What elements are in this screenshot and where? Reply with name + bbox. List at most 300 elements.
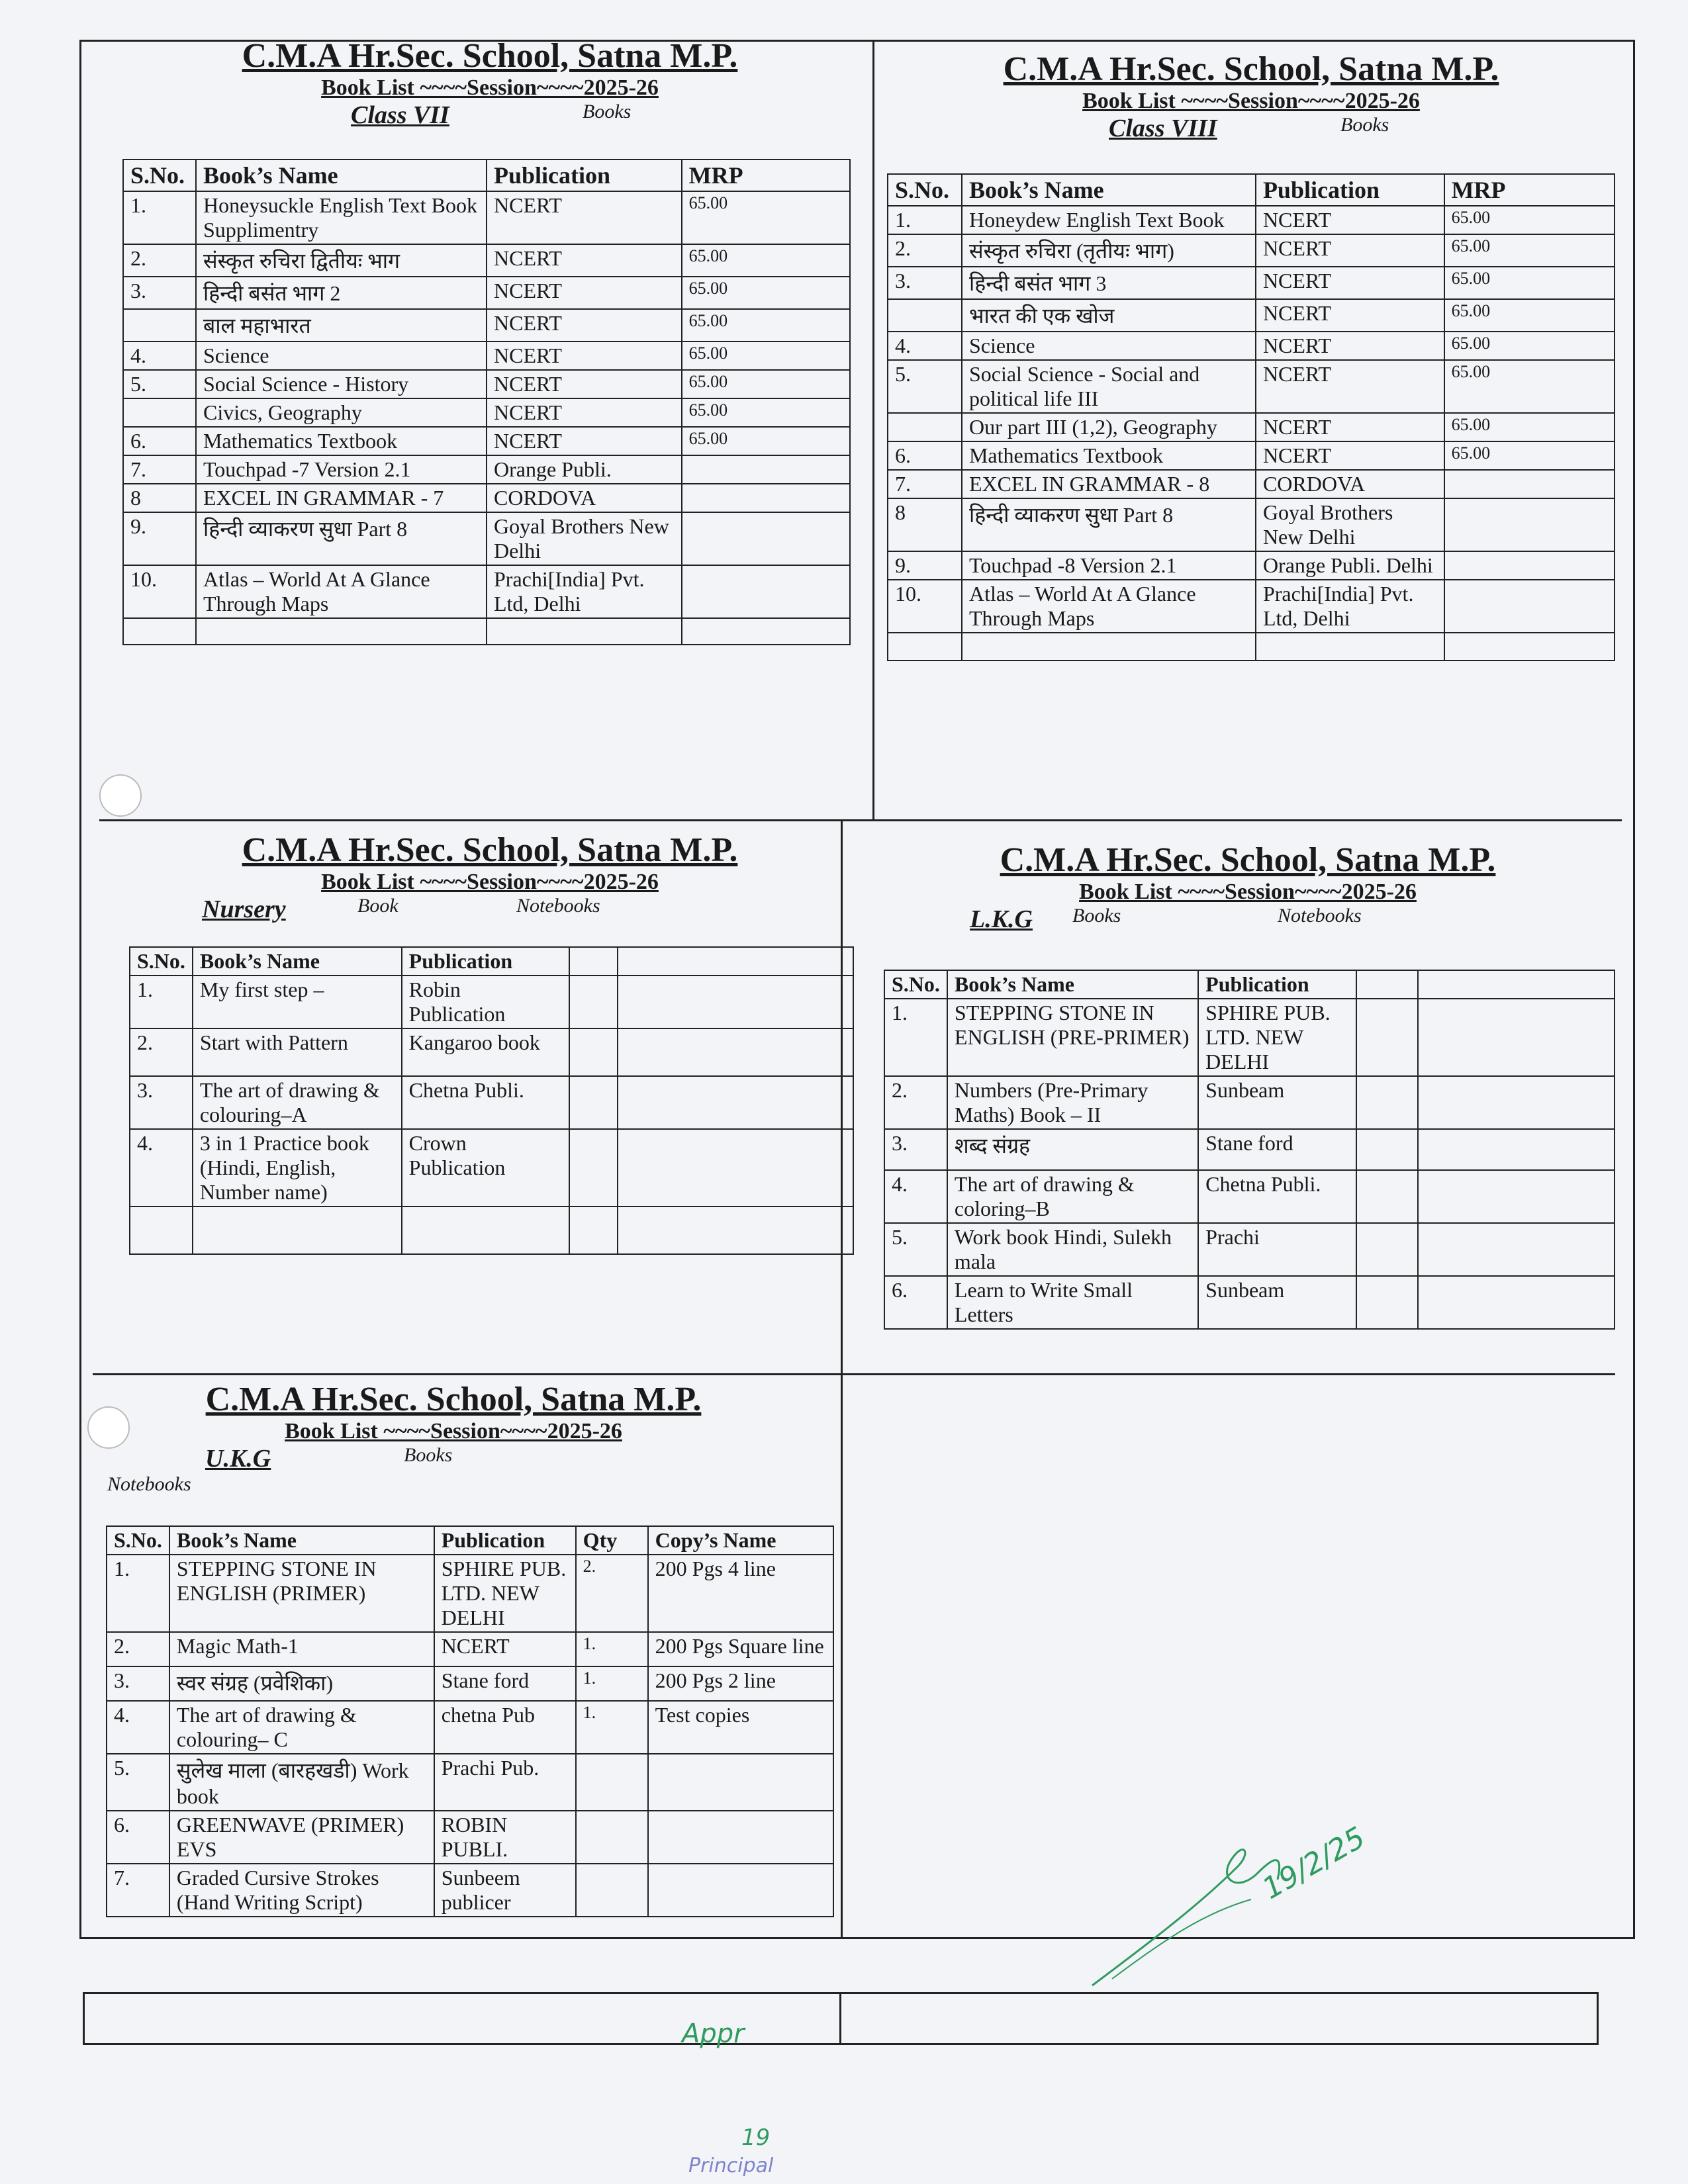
footer-divider: [839, 1994, 841, 2043]
class-vii-book-table: [122, 159, 851, 645]
column-header: [618, 947, 853, 976]
table-cell: 9.: [888, 551, 962, 580]
table-row: [123, 512, 850, 565]
table-cell: [1418, 1170, 1615, 1223]
table-cell: [576, 1864, 648, 1917]
column-header: Publication: [434, 1526, 576, 1555]
table-cell: [1418, 1076, 1615, 1129]
table-row: [107, 1754, 833, 1811]
table-cell: [888, 299, 962, 332]
column-header: Book’s Name: [962, 174, 1256, 206]
table-cell: [1418, 1276, 1615, 1329]
table-row: [123, 618, 850, 645]
table-cell: My first step –: [193, 976, 402, 1028]
table-cell: Mathematics Textbook: [196, 427, 487, 455]
table-cell: 2.: [884, 1076, 947, 1129]
column-header: MRP: [682, 159, 850, 191]
table-cell: NCERT: [487, 427, 682, 455]
column-header: Publication: [1198, 970, 1356, 999]
table-cell: Graded Cursive Strokes (Hand Writing Script): [169, 1864, 434, 1917]
table-cell: GREENWAVE (PRIMER) EVS: [169, 1811, 434, 1864]
table-row: [888, 299, 1615, 332]
table-cell: 65.00: [1444, 267, 1615, 299]
table-cell: Prachi Pub.: [434, 1754, 576, 1811]
table-cell: [569, 1028, 618, 1076]
table-cell: [888, 633, 962, 660]
table-row: [123, 277, 850, 309]
books-label: Books: [1072, 905, 1121, 927]
table-cell: 1.: [576, 1666, 648, 1701]
book-list-heading: Book List ~~~~Session~~~~2025-26: [1082, 89, 1420, 113]
lkg-section: [880, 841, 1615, 934]
table-row: [123, 309, 850, 341]
table-cell: Work book Hindi, Sulekh mala: [947, 1223, 1198, 1276]
table-cell: NCERT: [487, 277, 682, 309]
table-cell: 8: [888, 498, 962, 551]
table-cell: [1444, 551, 1615, 580]
table-cell: 4.: [884, 1170, 947, 1223]
table-cell: NCERT: [1256, 332, 1444, 360]
school-name: C.M.A Hr.Sec. School, Satna M.P.: [1000, 841, 1496, 879]
ukg-book-table: [106, 1525, 834, 1917]
table-cell: [1444, 470, 1615, 498]
table-cell: NCERT: [1256, 206, 1444, 234]
column-header: Book’s Name: [193, 947, 402, 976]
table-row: [123, 370, 850, 398]
table-cell: हिन्दी बसंत भाग 2: [196, 277, 487, 309]
table-row: [884, 999, 1615, 1076]
table-row: [888, 234, 1615, 267]
table-header-row: [884, 970, 1615, 999]
table-cell: 65.00: [682, 191, 850, 244]
table-row: [107, 1666, 833, 1701]
table-cell: 1.: [888, 206, 962, 234]
table-cell: 10.: [123, 565, 196, 618]
column-header: [1418, 970, 1615, 999]
table-cell: NCERT: [487, 244, 682, 277]
table-cell: NCERT: [1256, 413, 1444, 441]
class-line: [126, 895, 854, 924]
table-row: [107, 1632, 833, 1666]
table-cell: 65.00: [682, 309, 850, 341]
principal-stamp: Principal: [688, 2154, 774, 2177]
table-cell: संस्कृत रुचिरा द्वितीयः भाग: [196, 244, 487, 277]
table-row: [130, 976, 853, 1028]
table-cell: STEPPING STONE IN ENGLISH (PRIMER): [169, 1555, 434, 1632]
table-cell: The art of drawing & colouring– C: [169, 1701, 434, 1754]
table-cell: 65.00: [1444, 206, 1615, 234]
table-cell: 2.: [130, 1028, 193, 1076]
table-cell: chetna Pub: [434, 1701, 576, 1754]
column-header: Publication: [487, 159, 682, 191]
table-cell: 3.: [888, 267, 962, 299]
table-cell: [569, 1129, 618, 1206]
table-cell: [402, 1206, 569, 1254]
table-cell: Sunbeam: [1198, 1076, 1356, 1129]
table-cell: 65.00: [1444, 299, 1615, 332]
table-cell: 3.: [107, 1666, 169, 1701]
table-cell: 1.: [123, 191, 196, 244]
table-cell: Stane ford: [434, 1666, 576, 1701]
column-header: S.No.: [107, 1526, 169, 1555]
notebooks-label: Notebooks: [1278, 905, 1362, 927]
table-cell: Science: [962, 332, 1256, 360]
table-cell: Prachi: [1198, 1223, 1356, 1276]
table-cell: [487, 618, 682, 645]
table-cell: [1356, 999, 1418, 1076]
table-cell: 65.00: [1444, 234, 1615, 267]
table-cell: [1418, 999, 1615, 1076]
table-cell: Magic Math-1: [169, 1632, 434, 1666]
class-label: Nursery: [202, 895, 286, 923]
class-line: [884, 114, 1618, 143]
class-line: [119, 101, 861, 130]
table-cell: [1256, 633, 1444, 660]
school-name: C.M.A Hr.Sec. School, Satna M.P.: [1003, 50, 1499, 88]
table-cell: 65.00: [1444, 332, 1615, 360]
book-list-heading: Book List ~~~~Session~~~~2025-26: [321, 75, 659, 100]
table-row: [123, 191, 850, 244]
notebooks-label: Notebooks: [516, 895, 600, 917]
class-line: [106, 1444, 834, 1473]
table-cell: हिन्दी व्याकरण सुधा Part 8: [962, 498, 1256, 551]
table-row: [888, 413, 1615, 441]
column-header: S.No.: [130, 947, 193, 976]
class-label: Class VII: [351, 101, 449, 129]
table-row: [888, 633, 1615, 660]
table-cell: 4.: [107, 1701, 169, 1754]
notebooks-line: [106, 1473, 834, 1502]
table-cell: स्वर संग्रह (प्रवेशिका): [169, 1666, 434, 1701]
nursery-book-table: [129, 946, 854, 1255]
table-cell: [618, 1028, 853, 1076]
table-cell: [1356, 1276, 1418, 1329]
table-cell: Prachi[India] Pvt. Ltd, Delhi: [487, 565, 682, 618]
table-cell: NCERT: [487, 370, 682, 398]
table-cell: NCERT: [1256, 299, 1444, 332]
column-header: Book’s Name: [169, 1526, 434, 1555]
table-cell: भारत की एक खोज: [962, 299, 1256, 332]
table-cell: हिन्दी बसंत भाग 3: [962, 267, 1256, 299]
signature-date: 19/2/25: [1256, 1821, 1372, 1906]
books-label: Books: [583, 101, 632, 122]
punch-hole-top: [99, 774, 142, 817]
table-cell: 5.: [888, 360, 962, 413]
table-row: [888, 206, 1615, 234]
table-cell: [193, 1206, 402, 1254]
table-cell: [1356, 1076, 1418, 1129]
table-row: [884, 1276, 1615, 1329]
table-cell: 200 Pgs 2 line: [648, 1666, 833, 1701]
column-header: Publication: [1256, 174, 1444, 206]
table-cell: 65.00: [1444, 360, 1615, 413]
table-cell: [682, 512, 850, 565]
table-row: [888, 332, 1615, 360]
row-divider-1: [99, 819, 1622, 821]
table-cell: [123, 618, 196, 645]
table-cell: NCERT: [1256, 234, 1444, 267]
table-cell: [1444, 580, 1615, 633]
table-cell: Chetna Publi.: [1198, 1170, 1356, 1223]
table-row: [107, 1811, 833, 1864]
table-row: [123, 244, 850, 277]
column-header: MRP: [1444, 174, 1615, 206]
table-cell: SPHIRE PUB. LTD. NEW DELHI: [1198, 999, 1356, 1076]
table-cell: [648, 1864, 833, 1917]
table-cell: 6.: [123, 427, 196, 455]
nursery-section: [126, 831, 854, 924]
table-cell: NCERT: [487, 341, 682, 370]
table-row: [888, 360, 1615, 413]
table-cell: NCERT: [487, 398, 682, 427]
table-cell: 5.: [107, 1754, 169, 1811]
column-header: S.No.: [884, 970, 947, 999]
table-row: [123, 484, 850, 512]
table-cell: 6.: [888, 441, 962, 470]
column-header: Publication: [402, 947, 569, 976]
table-cell: [682, 618, 850, 645]
table-cell: Orange Publi. Delhi: [1256, 551, 1444, 580]
table-row: [884, 1129, 1615, 1170]
table-cell: 10.: [888, 580, 962, 633]
table-cell: 6.: [107, 1811, 169, 1864]
book-list-heading: Book List ~~~~Session~~~~2025-26: [321, 870, 659, 894]
notebooks-label: Notebooks: [107, 1473, 191, 1495]
table-cell: बाल महाभारत: [196, 309, 487, 341]
table-cell: CORDOVA: [487, 484, 682, 512]
school-name: C.M.A Hr.Sec. School, Satna M.P.: [242, 37, 738, 75]
table-cell: [648, 1811, 833, 1864]
books-label: Books: [1340, 114, 1389, 136]
table-cell: 2.: [576, 1555, 648, 1632]
table-cell: [618, 1129, 853, 1206]
table-row: [884, 1170, 1615, 1223]
table-cell: 4.: [123, 341, 196, 370]
table-cell: [1356, 1223, 1418, 1276]
table-cell: Science: [196, 341, 487, 370]
table-row: [888, 498, 1615, 551]
table-cell: 3.: [123, 277, 196, 309]
table-cell: 5.: [123, 370, 196, 398]
principal-signature: [1086, 1787, 1430, 1999]
table-cell: हिन्दी व्याकरण सुधा Part 8: [196, 512, 487, 565]
table-cell: [196, 618, 487, 645]
table-header-row: [888, 174, 1615, 206]
table-cell: [618, 1206, 853, 1254]
table-cell: 1.: [576, 1701, 648, 1754]
table-cell: 2.: [107, 1632, 169, 1666]
table-cell: [682, 565, 850, 618]
class-label: L.K.G: [970, 905, 1033, 933]
table-cell: Touchpad -7 Version 2.1: [196, 455, 487, 484]
books-label: Book: [357, 895, 399, 917]
table-cell: [130, 1206, 193, 1254]
column-divider-top: [872, 40, 874, 821]
table-cell: Social Science - Social and political life III: [962, 360, 1256, 413]
table-cell: Civics, Geography: [196, 398, 487, 427]
column-header: Qty: [576, 1526, 648, 1555]
table-cell: [569, 1076, 618, 1129]
table-header-row: [107, 1526, 833, 1555]
table-cell: NCERT: [434, 1632, 576, 1666]
table-row: [107, 1864, 833, 1917]
table-cell: Prachi[India] Pvt. Ltd, Delhi: [1256, 580, 1444, 633]
table-cell: Crown Publication: [402, 1129, 569, 1206]
column-header: S.No.: [123, 159, 196, 191]
table-cell: NCERT: [1256, 441, 1444, 470]
class-viii-book-table: [887, 173, 1615, 661]
table-header-row: [123, 159, 850, 191]
table-cell: Numbers (Pre-Primary Maths) Book – II: [947, 1076, 1198, 1129]
table-cell: 1.: [884, 999, 947, 1076]
book-list-heading: Book List ~~~~Session~~~~2025-26: [1079, 880, 1417, 904]
table-cell: [569, 976, 618, 1028]
table-cell: 3.: [130, 1076, 193, 1129]
table-cell: The art of drawing & colouring–A: [193, 1076, 402, 1129]
table-row: [888, 551, 1615, 580]
class-vii-section: [119, 36, 861, 130]
column-header: Book’s Name: [947, 970, 1198, 999]
table-cell: 65.00: [682, 370, 850, 398]
table-cell: Kangaroo book: [402, 1028, 569, 1076]
table-cell: [682, 455, 850, 484]
column-header: Book’s Name: [196, 159, 487, 191]
table-cell: [1356, 1129, 1418, 1170]
table-cell: 3.: [884, 1129, 947, 1170]
table-row: [888, 441, 1615, 470]
table-row: [107, 1701, 833, 1754]
class-viii-section: [884, 50, 1618, 143]
table-cell: 65.00: [682, 398, 850, 427]
table-cell: [1356, 1170, 1418, 1223]
book-list-heading: Book List ~~~~Session~~~~2025-26: [285, 1419, 622, 1443]
table-cell: शब्द संग्रह: [947, 1129, 1198, 1170]
table-row: [123, 427, 850, 455]
table-row: [888, 580, 1615, 633]
table-cell: संस्कृत रुचिरा (तृतीयः भाग): [962, 234, 1256, 267]
table-cell: Mathematics Textbook: [962, 441, 1256, 470]
table-cell: Test copies: [648, 1701, 833, 1754]
lkg-book-table: [884, 970, 1615, 1330]
table-cell: EXCEL IN GRAMMAR - 8: [962, 470, 1256, 498]
table-cell: ROBIN PUBLI.: [434, 1811, 576, 1864]
table-cell: Goyal Brothers New Delhi: [487, 512, 682, 565]
table-row: [888, 267, 1615, 299]
table-cell: SPHIRE PUB. LTD. NEW DELHI: [434, 1555, 576, 1632]
table-cell: Chetna Publi.: [402, 1076, 569, 1129]
row-divider-2: [93, 1373, 1615, 1375]
school-name: C.M.A Hr.Sec. School, Satna M.P.: [242, 831, 738, 869]
books-label: Books: [404, 1444, 453, 1466]
table-cell: NCERT: [1256, 267, 1444, 299]
table-cell: 200 Pgs 4 line: [648, 1555, 833, 1632]
table-cell: The art of drawing & coloring–B: [947, 1170, 1198, 1223]
table-cell: [618, 1076, 853, 1129]
table-cell: [1444, 633, 1615, 660]
table-cell: Social Science - History: [196, 370, 487, 398]
table-cell: Honeydew English Text Book: [962, 206, 1256, 234]
table-cell: [576, 1811, 648, 1864]
table-cell: 65.00: [682, 277, 850, 309]
table-cell: [1418, 1129, 1615, 1170]
table-cell: 65.00: [682, 341, 850, 370]
table-cell: EXCEL IN GRAMMAR - 7: [196, 484, 487, 512]
table-row: [123, 455, 850, 484]
approval-note: Appr: [682, 2019, 745, 2049]
table-row: [130, 1206, 853, 1254]
table-cell: 3 in 1 Practice book (Hindi, English, Number name): [193, 1129, 402, 1206]
table-cell: CORDOVA: [1256, 470, 1444, 498]
table-cell: Sunbeam: [1198, 1276, 1356, 1329]
table-cell: Our part III (1,2), Geography: [962, 413, 1256, 441]
table-cell: Orange Publi.: [487, 455, 682, 484]
table-cell: 7.: [123, 455, 196, 484]
table-row: [107, 1555, 833, 1632]
table-cell: 2.: [888, 234, 962, 267]
table-cell: 5.: [884, 1223, 947, 1276]
table-cell: Start with Pattern: [193, 1028, 402, 1076]
table-cell: NCERT: [487, 309, 682, 341]
table-cell: 7.: [107, 1864, 169, 1917]
table-row: [130, 1028, 853, 1076]
footer-box: [83, 1992, 1599, 2045]
class-label: Class VIII: [1109, 114, 1217, 142]
table-cell: Atlas – World At A Glance Through Maps: [962, 580, 1256, 633]
table-cell: NCERT: [487, 191, 682, 244]
table-cell: Robin Publication: [402, 976, 569, 1028]
table-cell: सुलेख माला (बारहखडी) Work book: [169, 1754, 434, 1811]
table-cell: 9.: [123, 512, 196, 565]
table-cell: [576, 1754, 648, 1811]
table-row: [888, 470, 1615, 498]
table-cell: 1.: [107, 1555, 169, 1632]
table-cell: 2.: [123, 244, 196, 277]
table-cell: Sunbeem publicer: [434, 1864, 576, 1917]
table-cell: [888, 413, 962, 441]
table-cell: 1.: [576, 1632, 648, 1666]
table-cell: 6.: [884, 1276, 947, 1329]
table-cell: Honeysuckle English Text Book Supplimentry: [196, 191, 487, 244]
table-cell: 4.: [888, 332, 962, 360]
table-cell: 1.: [130, 976, 193, 1028]
table-cell: Atlas – World At A Glance Through Maps: [196, 565, 487, 618]
table-cell: [962, 633, 1256, 660]
table-cell: 7.: [888, 470, 962, 498]
table-cell: [123, 398, 196, 427]
ukg-section: [106, 1380, 834, 1502]
table-header-row: [130, 947, 853, 976]
class-label: U.K.G: [205, 1445, 271, 1473]
table-cell: Learn to Write Small Letters: [947, 1276, 1198, 1329]
table-cell: 65.00: [1444, 413, 1615, 441]
table-cell: [569, 1206, 618, 1254]
column-header: [569, 947, 618, 976]
school-name: C.M.A Hr.Sec. School, Satna M.P.: [205, 1381, 702, 1418]
table-cell: NCERT: [1256, 360, 1444, 413]
table-row: [884, 1076, 1615, 1129]
table-cell: STEPPING STONE IN ENGLISH (PRE-PRIMER): [947, 999, 1198, 1076]
approval-date: 19: [741, 2124, 771, 2151]
table-row: [130, 1076, 853, 1129]
table-cell: Stane ford: [1198, 1129, 1356, 1170]
class-line: [880, 905, 1615, 934]
table-row: [123, 341, 850, 370]
column-header: S.No.: [888, 174, 962, 206]
table-cell: Touchpad -8 Version 2.1: [962, 551, 1256, 580]
column-header: Copy’s Name: [648, 1526, 833, 1555]
table-cell: 8: [123, 484, 196, 512]
table-cell: [618, 976, 853, 1028]
